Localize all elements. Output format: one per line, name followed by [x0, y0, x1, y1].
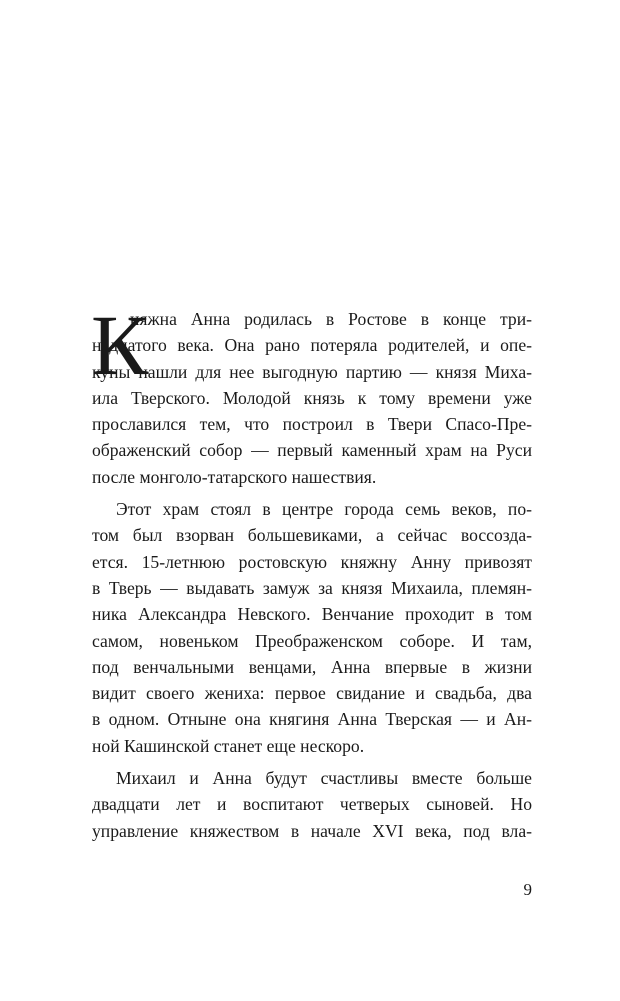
- text-line: ила Тверского. Молодой князь к тому времени уже: [92, 387, 532, 408]
- text-line: управление княжеством в начале XVI века, под вла-: [92, 820, 532, 841]
- text-line: видит своего жениха: первое свидание и свадьба, два: [92, 683, 532, 704]
- text-line: под венчальными венцами, Анна впервые в жизни: [92, 656, 532, 677]
- drop-cap: К: [91, 297, 149, 393]
- text-line: ной Кашинской станет еще нескоро.: [92, 735, 365, 756]
- page-number: 9: [523, 880, 532, 899]
- text-line: ника Александра Невского. Венчание проходит в том: [92, 604, 532, 625]
- text-line: надцатого века. Она рано потеряла родителей, и опе-: [92, 335, 532, 356]
- text-line: двадцати лет и воспитают четверых сыновей. Но: [92, 794, 532, 815]
- text-line: ется. 15-летнюю ростовскую княжну Анну привозят: [92, 551, 532, 572]
- text-line: после монголо-татарского нашествия.: [92, 466, 377, 487]
- text-line: куны нашли для нее выгодную партию — князя Миха-: [92, 361, 532, 382]
- text-line: няжна Анна родилась в Ростове в конце три-: [130, 309, 532, 329]
- text-line: ображенский собор — первый каменный храм на Руси: [92, 440, 532, 461]
- paragraph-3: [92, 765, 532, 844]
- text-line: прославился тем, что построил в Твери Спасо-Пре-: [92, 414, 532, 435]
- text-line: Михаил и Анна будут счастливы вместе больше: [116, 768, 532, 789]
- body-text: [91, 297, 532, 844]
- text-line: в Тверь — выдавать замуж за князя Михаила, племян-: [92, 577, 532, 598]
- paragraph-2: [92, 496, 532, 759]
- paragraph-1: [91, 297, 532, 490]
- text-line: том был взорван большевиками, а сейчас воссозда-: [92, 525, 532, 546]
- text-line: Этот храм стоял в центре города семь веков, по-: [116, 499, 532, 520]
- text-line: в одном. Отныне она княгиня Анна Тверская — и Ан-: [92, 709, 532, 730]
- text-line: самом, новеньком Преображенском соборе. И там,: [92, 630, 532, 651]
